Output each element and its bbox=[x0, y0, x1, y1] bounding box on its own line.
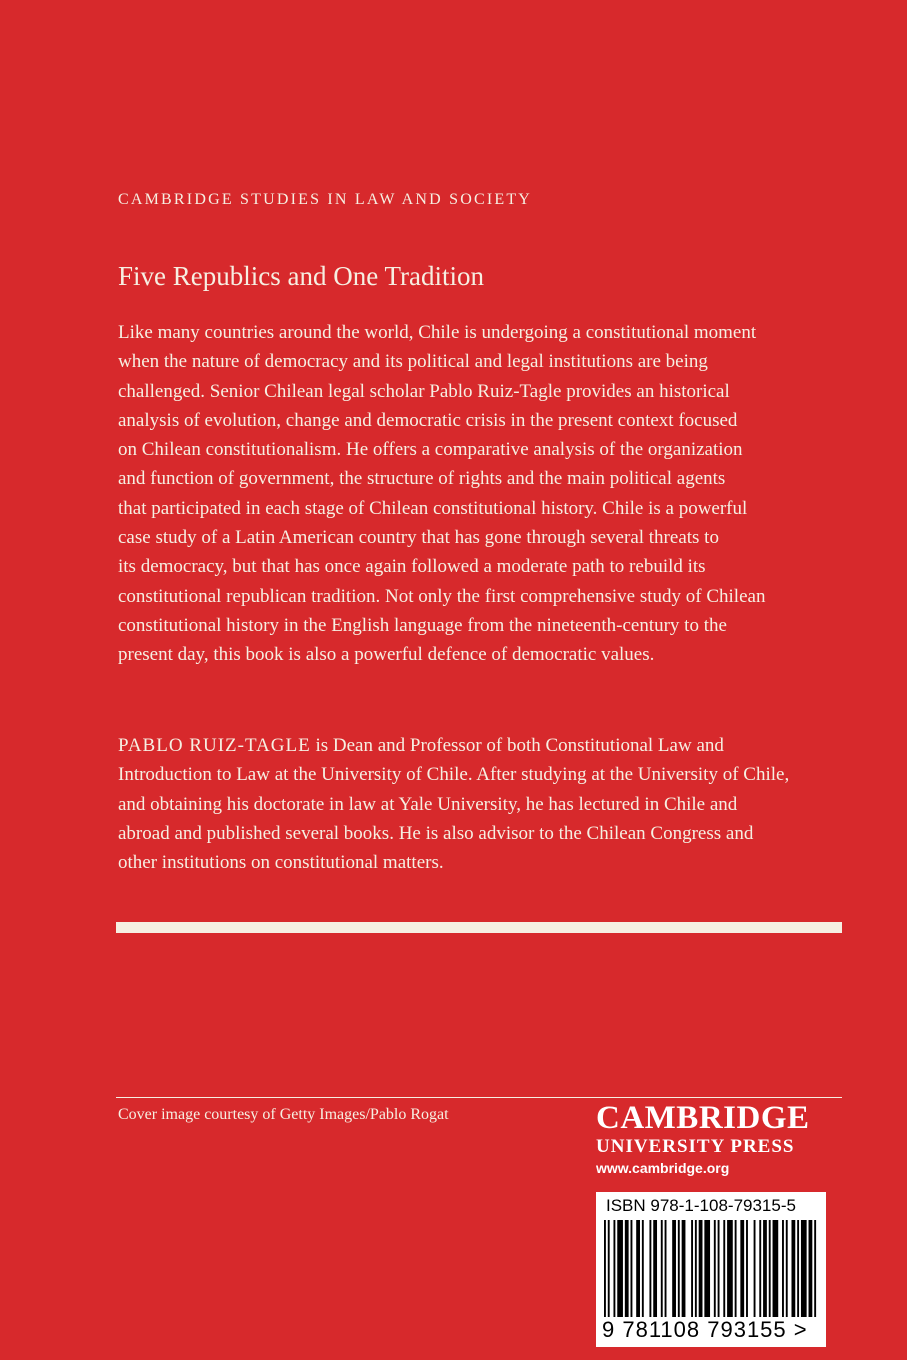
bio-first-line: is Dean and Professor of both Constitutional Law and bbox=[310, 735, 724, 756]
publisher-logo bbox=[596, 1100, 826, 1178]
book-description bbox=[118, 318, 848, 670]
description-line: that participated in each stage of Chilean constitutional history. Chile is a powerful bbox=[118, 497, 748, 519]
isbn-barcode-panel bbox=[596, 1192, 826, 1347]
description-line: analysis of evolution, change and democratic crisis in the present context focused bbox=[118, 409, 738, 431]
cover-image-credit: Cover image courtesy of Getty Images/Pablo Rogat bbox=[118, 1106, 449, 1123]
publisher-name: CAMBRIDGE bbox=[596, 1100, 810, 1136]
barcode-icon bbox=[604, 1220, 818, 1317]
description-line: present day, this book is also a powerful defence of democratic values. bbox=[118, 644, 655, 666]
isbn-label: ISBN 978-1-108-79315-5 bbox=[606, 1196, 796, 1215]
description-line: on Chilean constitutionalism. He offers a comparative analysis of the organization bbox=[118, 439, 743, 461]
description-line: when the nature of democracy and its political and legal institutions are being bbox=[118, 351, 708, 373]
series-title: CAMBRIDGE STUDIES IN LAW AND SOCIETY bbox=[118, 191, 533, 208]
bio-line: Introduction to Law at the University of Chile. After studying at the University of Chile, bbox=[118, 764, 790, 786]
bio-line: and obtaining his doctorate in law at Yale University, he has lectured in Chile and bbox=[118, 793, 738, 815]
description-line: constitutional republican tradition. Not only the first comprehensive study of Chilean bbox=[118, 585, 766, 607]
description-line: case study of a Latin American country that has gone through several threats to bbox=[118, 527, 719, 549]
bio-line: abroad and published several books. He is also advisor to the Chilean Congress and bbox=[118, 822, 754, 844]
description-line: constitutional history in the English language from the nineteenth-century to the bbox=[118, 614, 727, 636]
author-bio bbox=[118, 731, 848, 877]
author-name: PABLO RUIZ-TAGLE bbox=[118, 735, 311, 756]
thin-divider bbox=[116, 1097, 842, 1098]
bio-line bbox=[118, 731, 848, 760]
description-line: Like many countries around the world, Chile is undergoing a constitutional moment bbox=[118, 322, 757, 343]
description-line: challenged. Senior Chilean legal scholar Pablo Ruiz-Tagle provides an historical bbox=[118, 380, 730, 402]
thick-divider bbox=[116, 922, 842, 933]
book-title: Five Republics and One Tradition bbox=[118, 261, 484, 291]
barcode-digits: 9 781108 793155 > bbox=[602, 1317, 808, 1342]
publisher-url: www.cambridge.org bbox=[596, 1160, 730, 1176]
bio-line: other institutions on constitutional matters. bbox=[118, 852, 444, 874]
description-line: its democracy, but that has once again followed a moderate path to rebuild its bbox=[118, 556, 706, 578]
publisher-subtitle: UNIVERSITY PRESS bbox=[596, 1136, 795, 1157]
description-line: and function of government, the structure of rights and the main political agents bbox=[118, 468, 726, 490]
